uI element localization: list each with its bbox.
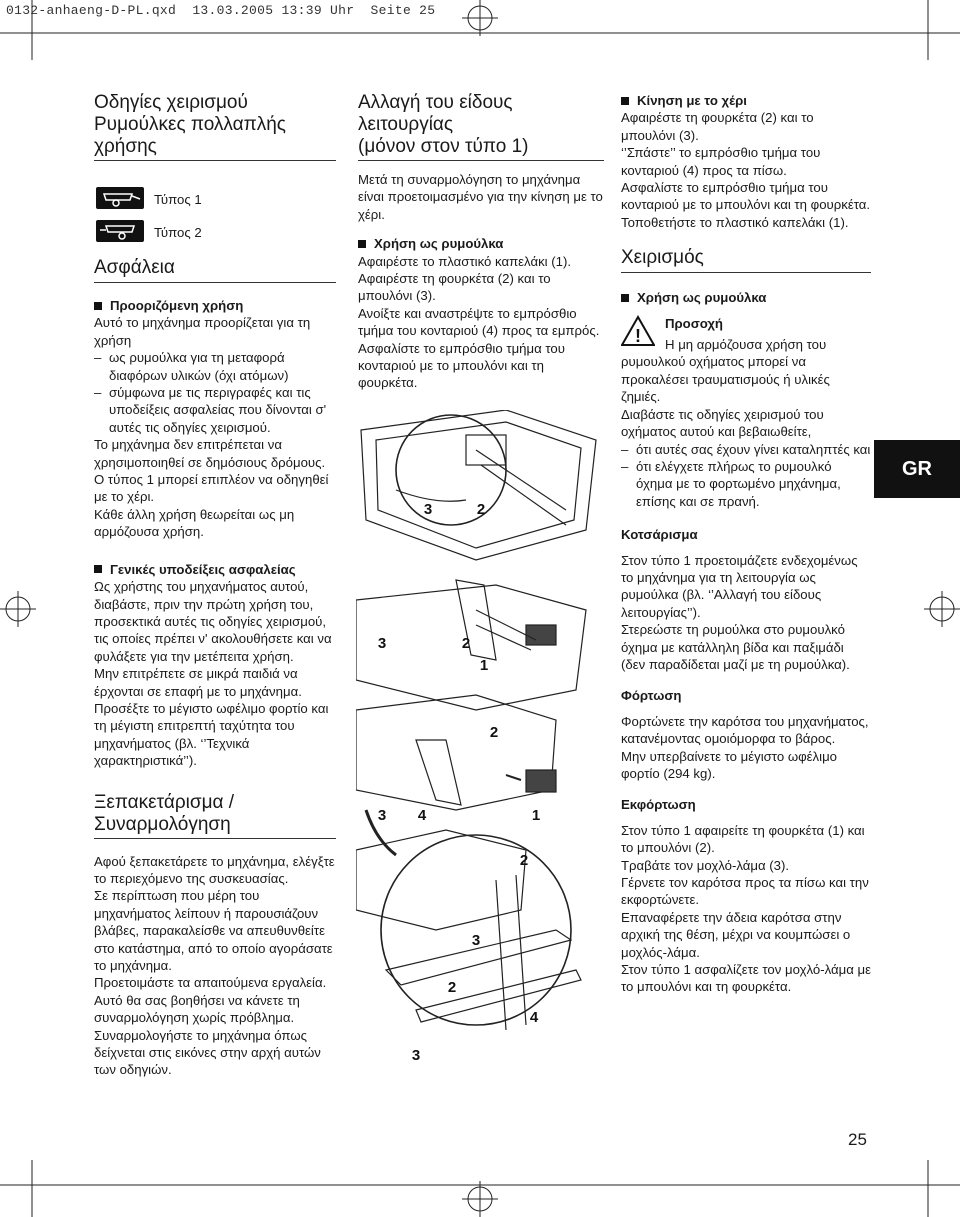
general-safety-heading: Γενικές υποδείξεις ασφαλείας: [94, 561, 336, 578]
fig-label: 1: [531, 807, 541, 824]
operation-title: Χειρισμός: [621, 247, 704, 269]
fig-label: 3: [377, 807, 387, 824]
fig-label: 2: [519, 852, 529, 869]
mode-title-1: Αλλαγή του είδους: [358, 92, 513, 113]
unload-p5: Στον τύπο 1 ασφαλίζετε τον μοχλό-λάμα με το μπουλόνι και τη φουρκέτα.: [621, 962, 871, 995]
fig-label: 4: [529, 1009, 539, 1026]
type1-icon: [96, 187, 144, 209]
middle-column: [358, 92, 604, 392]
unpack-p2: Σε περίπτωση που μέρη του μηχανήματος λείπουν ή παρουσιάζουν βλάβες, παρακαλείσθε να απευθυνθείτε στο κατάστημα, από το οποίο αγοράσατε το μηχάνημα.: [94, 888, 333, 973]
mode-title-3: (μόνον στον τύπο 1): [358, 136, 529, 157]
fig-label: 2: [447, 979, 457, 996]
trailer-p1: Αφαιρέστε το πλαστικό καπελάκι (1).: [358, 253, 572, 269]
unpack-heading: [94, 792, 336, 839]
unload-p2: Τραβάτε τον μοχλό-λάμα (3).: [621, 857, 790, 873]
unpack-title-2: Συναρμολόγηση: [94, 813, 231, 835]
mode-intro: Μετά τη συναρμολόγηση το μηχάνημα είναι προετοιμασμένο για την κίνηση με το χέρι.: [358, 172, 603, 222]
hand-p1: Αφαιρέστε τη φουρκέτα (2) και το μπουλόνι (3).: [621, 110, 814, 143]
hitch-p2: Στερεώστε τη ρυμούλκα στο ρυμουλκό όχημα με κατάλληλη βίδα και παξιμάδι (δεν παραδίδεται μαζί με τη ρυμούλκα).: [621, 622, 850, 672]
file-header: 0132-anhaeng-D-PL.qxd 13.03.2005 13:39 Uhr Seite 25: [6, 3, 436, 18]
trailer-p2: Αφαιρέστε τη φουρκέτα (2) και το μπουλόνι (3).: [358, 271, 551, 304]
general-p1: Ως χρήστης του μηχανήματος αυτού, διαβάστε, πριν την πρώτη χρήση του, προσεκτικά αυτές τις οδηγίες χειρισμού, τις οποίες πρέπει ν' ακολουθήσετε και να φυλάξετε για την μετέπειτα χρήση.: [94, 579, 332, 664]
fig-label: 1: [479, 657, 489, 674]
safety-title: Ασφάλεια: [94, 257, 175, 278]
hand-p4: Τοποθετήστε το πλαστικό καπελάκι (1).: [621, 214, 849, 230]
unload-p3: Γέρνετε τον καρότσα προς τα πίσω και την εκφορτώνετε.: [621, 875, 869, 908]
fig-label: 3: [411, 1047, 421, 1064]
left-column: [94, 92, 336, 1079]
read-p: Διαβάστε τις οδηγίες χειρισμού του οχήματος αυτού και βεβαιωθείτε,: [621, 406, 824, 440]
read-bullet-1: – ότι αυτές σας έχουν γίνει καταληπτές και: [621, 441, 871, 457]
page-number: 25: [848, 1130, 867, 1149]
intended-bullet-1: – ως ρυμούλκα για τη μεταφορά διαφόρων υλικών (όχι ατόμων): [94, 350, 289, 383]
load-p1: Φορτώνετε την καρότσα του μηχανήματος, κατανέμοντας ομοιόμορφα το βάρος.: [621, 713, 869, 747]
mode-change-heading: [358, 92, 604, 161]
type2-icon: [96, 220, 144, 242]
unpack-p1: Αφού ξεπακετάρετε το μηχάνημα, ελέγξτε το περιεχόμενο της συσκευασίας.: [94, 853, 335, 886]
hand-p3: Ασφαλίστε το εμπρόσθιο τμήμα του κονταριού με το μπουλόνι και τη φουρκέτα.: [621, 180, 871, 213]
assembly-illustration: [356, 410, 606, 1100]
use-heading: Χρήση ως ρυμούλκα: [621, 289, 871, 306]
load-p2: Μην υπερβαίνετε το μέγιστο ωφέλιμο φορτίο (294 kg).: [621, 748, 837, 781]
warning-icon: [621, 315, 655, 347]
caution-text: ρυμουλκού οχήματος μπορεί να προκαλέσει τραυματισμούς ή υλικές ζημιές.: [621, 354, 830, 405]
hitch-heading: Κοτσάρισμα: [621, 527, 698, 543]
fig-label: 2: [476, 501, 486, 518]
page-title: [94, 92, 336, 161]
load-heading: Φόρτωση: [621, 688, 682, 704]
intended-use-heading: Προοριζόμενη χρήση: [94, 297, 336, 314]
operation-heading: [621, 247, 871, 273]
caution-block: [621, 311, 871, 354]
type1-label: Τύπος 1: [154, 192, 202, 207]
type-icons: [94, 175, 336, 271]
unpack-p3: Προετοιμάστε τα απαιτούμενα εργαλεία. Αυτό θα σας βοηθήσει να κάνετε τη συναρμολόγηση χωρίς πρόβλημα. Συναρμολογήστε το μηχάνημα όπως δείχνεται στις εικόνες στην αρχή αυτών των οδηγιών.: [94, 975, 327, 1078]
svg-text:!: !: [635, 325, 641, 346]
title-line-2: Ρυμούλκες πολλαπλής: [94, 114, 286, 135]
right-column: [621, 92, 871, 996]
mode-title-2: λειτουργίας: [358, 114, 454, 135]
fig-label: 4: [417, 807, 427, 824]
intended-p4: Κάθε άλλη χρήση θεωρείται ως μη αρμόζουσα χρήση.: [94, 506, 295, 540]
trailer-p3: Ανοίξτε και αναστρέψτε το εμπρόσθιο τμήμα του κονταριού (4) προς τα εμπρός.: [358, 305, 600, 339]
type2-label: Τύπος 2: [154, 225, 202, 240]
general-p3: Προσέξτε το μέγιστο ωφέλιμο φορτίο και τη μέγιστη επιτρεπτή ταχύτητα του μηχανήματος (βλ. ‘’Τεχνικά χαρακτηριστικά’’).: [94, 700, 329, 769]
fig-label: 3: [423, 501, 433, 518]
fig-label: 3: [377, 635, 387, 652]
intended-p1: Αυτό το μηχάνημα προορίζεται για τη χρήση: [94, 315, 311, 348]
trailer-p4: Ασφαλίστε το εμπρόσθιο τμήμα του κονταριού με το μπουλόνι και τη φουρκέτα.: [358, 340, 565, 391]
unload-p4: Επαναφέρετε την άδεια καρότσα στην αρχική της θέση, μέχρι να κουμπώσει ο μοχλός-λάμα.: [621, 909, 851, 960]
hand-p2: ‘’Σπάστε’’ το εμπρόσθιο τμήμα του κονταριού (4) προς τα πίσω.: [621, 145, 821, 178]
hitch-p1: Στον τύπο 1 προετοιμάζετε ενδεχομένως το μηχάνημα για τη λειτουργία ως ρυμούλκα (βλ. ‘’Αλλαγή του είδους λειτουργίας’’).: [621, 552, 858, 620]
fig-label: 2: [489, 724, 499, 741]
unload-heading: Εκφόρτωση: [621, 797, 696, 813]
caution-title: Προσοχή: [665, 315, 723, 331]
language-tab: GR: [874, 440, 960, 498]
hand-move-heading: Κίνηση με το χέρι: [621, 92, 871, 109]
trailer-use-heading: Χρήση ως ρυμούλκα: [358, 235, 604, 252]
unload-p1: Στον τύπο 1 αφαιρείτε τη φουρκέτα (1) και το μπουλόνι (2).: [621, 822, 865, 856]
unpack-title-1: Ξεπακετάρισμα /: [94, 791, 235, 813]
fig-label: 3: [471, 932, 481, 949]
title-line-1: Οδηγίες χειρισμού: [94, 92, 248, 113]
intended-bullet-2: – σύμφωνα με τις περιγραφές και τις υποδείξεις ασφαλείας που δίνονται σ' αυτές τις οδηγίες χειρισμού.: [94, 385, 327, 435]
title-line-3: χρήσης: [94, 136, 157, 157]
general-p2: Μην επιτρέπετε σε μικρά παιδιά να έρχονται σε επαφή με το μηχάνημα.: [94, 666, 302, 699]
caution-first-line: Η μη αρμόζουσα χρήση του: [665, 337, 827, 353]
intended-p2: Το μηχάνημα δεν επιτρέπεται να χρησιμοποιηθεί σε δημόσιους δρόμους.: [94, 437, 326, 470]
read-bullet-2: – ότι ελέγχετε πλήρως το ρυμουλκό όχημα με το φορτωμένο μηχάνημα, επίσης και σε πρανή.: [621, 458, 841, 509]
fig-label: 2: [461, 635, 471, 652]
intended-p3: Ο τύπος 1 μπορεί επιπλέον να οδηγηθεί με το χέρι.: [94, 472, 329, 505]
